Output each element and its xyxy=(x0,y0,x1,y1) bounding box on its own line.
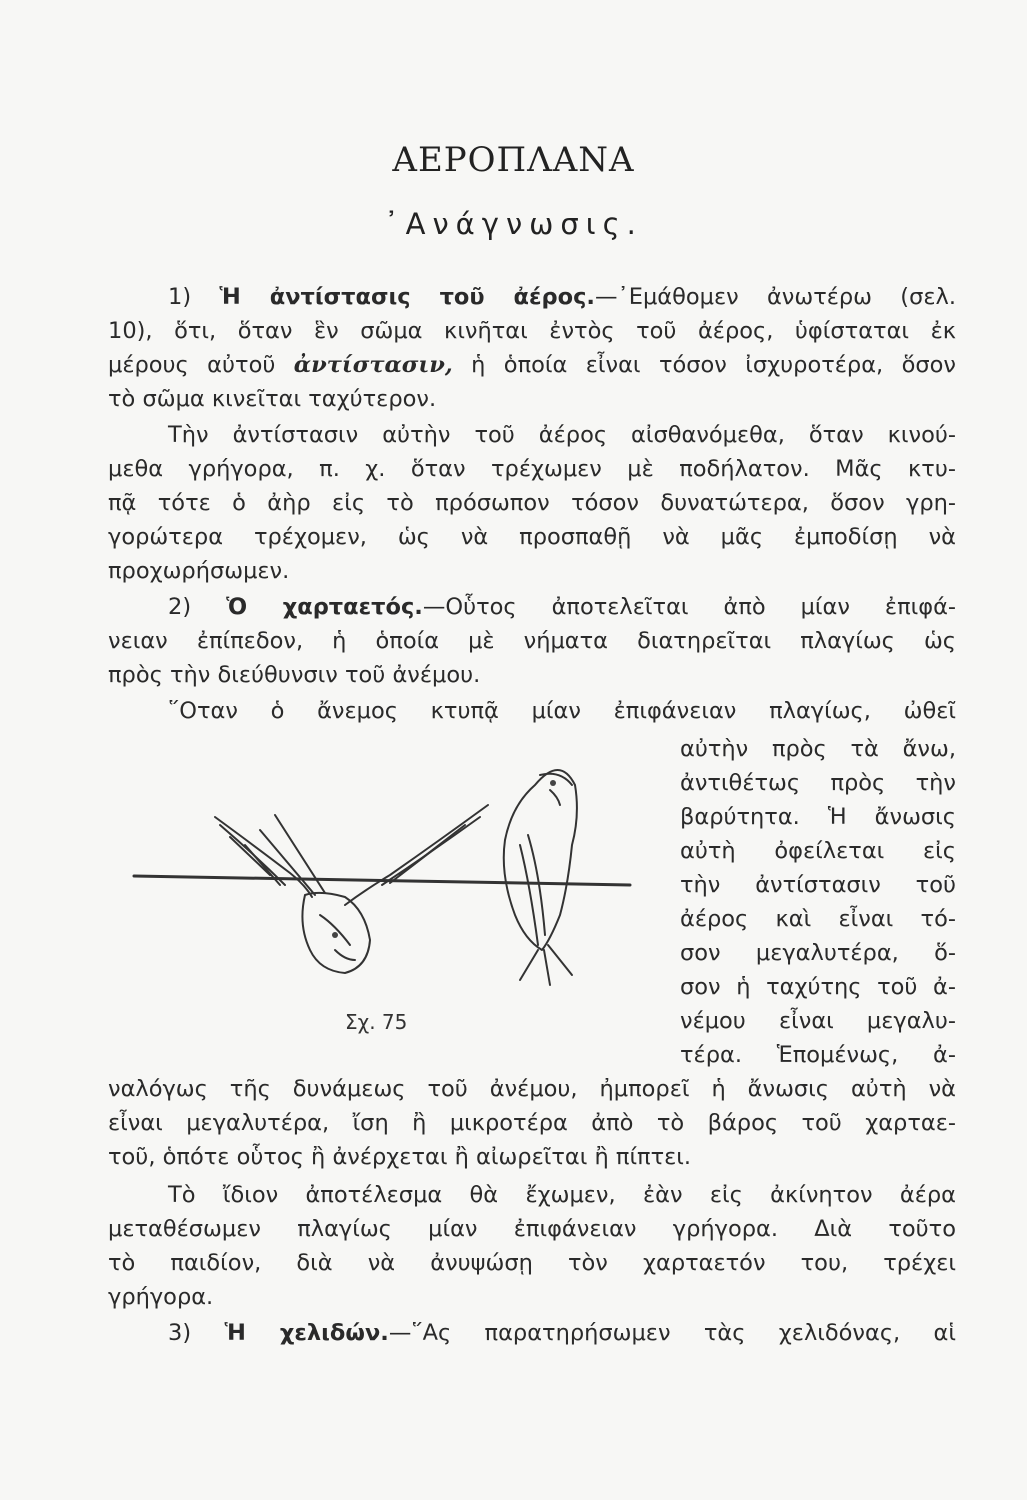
s2-lead: —Οὗτος ἀποτελεῖται ἀπὸ μίαν ἐπιφά- xyxy=(422,594,957,620)
s2-short-line: νέμου εἶναι μεγαλυ- xyxy=(680,1008,956,1034)
s2-short-line: σον ἡ ταχύτης τοῦ ἀ- xyxy=(680,974,956,1000)
s1-p2-line-3: πᾷ τότε ὁ ἀὴρ εἰς τὸ πρόσωπον τόσον δυνατώτερα, ὅσον γρη- xyxy=(108,490,956,516)
s2-line-3: πρὸς τὴν διεύθυνσιν τοῦ ἀνέμου. xyxy=(108,662,481,688)
s2-p3-line-1: Τὸ ἴδιον ἀποτέλεσμα θὰ ἔχωμεν, ἐὰν εἰς ἀκίνητον ἀέρα xyxy=(168,1182,956,1208)
s2-short-line: αὐτὴ ὀφείλεται εἰς xyxy=(680,838,956,864)
page-title: ΑΕΡΟΠΛΑΝΑ xyxy=(392,140,635,180)
s2-p2-line-1: ῞Οταν ὁ ἄνεμος κτυπᾷ μίαν ἐπιφάνειαν πλαγίως, ὠθεῖ xyxy=(168,698,956,724)
s1-heading: Ἡ ἀντίστασις τοῦ ἀέρος. xyxy=(219,284,595,310)
s1-p2-line-1: Τὴν ἀντίστασιν αὐτὴν τοῦ ἀέρος αἰσθανόμεθα, ὅταν κινού- xyxy=(168,422,956,448)
right-wing-edge xyxy=(345,805,488,905)
s2-p3-line-3: τὸ παιδίον, διὰ νὰ ἀνυψώσῃ τὸν χαρταετόν του, τρέχει xyxy=(108,1250,956,1276)
s1-line-3-b: ἡ ὁποία εἶναι τόσον ἰσχυροτέρα, ὅσον xyxy=(471,352,956,378)
s1-number: 1) xyxy=(168,284,192,310)
s2-p2-line-12: ναλόγως τῆς δυνάμεως τοῦ ἀνέμου, ἠμπορεῖ ἡ ἄνωσις αὐτὴ νὰ xyxy=(108,1076,956,1102)
left-wing-edge xyxy=(215,817,312,897)
s2-p3-line-2: μεταθέσωμεν πλαγίως μίαν ἐπιφάνειαν γρήγορα. Διὰ τοῦτο xyxy=(108,1216,956,1242)
perched-bird-body xyxy=(504,770,577,950)
s2-short-line: τέρα. Ἑπομένως, ἀ- xyxy=(680,1042,956,1068)
s2-short-line: βαρύτητα. Ἡ ἄνωσις xyxy=(680,804,956,830)
s3-lead: —῞Ας παρατηρήσωμεν τὰς χελιδόνας, αἱ xyxy=(388,1320,956,1346)
s3-number: 3) xyxy=(168,1320,192,1346)
s1-line-3 xyxy=(108,348,956,382)
page-subtitle: ᾿Ανάγνωσις. xyxy=(384,207,643,241)
figure-caption: Σχ. 75 xyxy=(345,1010,408,1034)
s2-line-2: νειαν ἐπίπεδον, ἡ ὁποία μὲ νήματα διατηρεῖται πλαγίως ὡς xyxy=(108,628,956,654)
s2-p2-line-13: εἶναι μεγαλυτέρα, ἴση ἢ μικροτέρα ἀπὸ τὸ βάρος τοῦ χαρταε- xyxy=(108,1110,956,1136)
s2-number: 2) xyxy=(168,594,192,620)
s3-heading: Ἡ χελιδών. xyxy=(224,1320,389,1346)
s2-short-line: τὴν ἀντίστασιν τοῦ xyxy=(680,872,956,898)
s2-short-line: ἀντιθέτως πρὸς τὴν xyxy=(680,770,956,796)
s1-line-1 xyxy=(108,280,956,314)
s1-term: ἀντίστασιν, xyxy=(293,352,453,378)
s1-line-2: 10), ὅτι, ὅταν ἓν σῶμα κινῆται ἐντὸς τοῦ ἀέρος, ὑφίσταται ἐκ xyxy=(108,318,956,344)
s2-p3-line-4: γρήγορα. xyxy=(108,1284,214,1310)
s2-line-1 xyxy=(108,590,956,624)
s2-short-line: αὐτὴν πρὸς τὰ ἄνω, xyxy=(680,736,956,762)
s3-line-1 xyxy=(108,1316,956,1350)
s2-short-line: σον μεγαλυτέρα, ὅ- xyxy=(680,940,956,966)
swallows-on-wire-illustration xyxy=(120,745,645,1030)
s2-p2-line-14: τοῦ, ὁπότε οὗτος ἢ ἀνέρχεται ἢ αἰωρεῖται ἢ πίπτει. xyxy=(108,1144,692,1170)
s1-line-3-a: μέρους αὐτοῦ xyxy=(108,352,276,378)
s1-lead: —᾿Εμάθομεν ἀνωτέρω (σελ. xyxy=(594,284,956,310)
s1-p2-line-2: μεθα γρήγορα, π. χ. ὅταν τρέχωμεν μὲ ποδήλατον. Μᾶς κτυ- xyxy=(108,456,956,482)
s2-short-line: ἀέρος καὶ εἶναι τό- xyxy=(680,906,956,932)
s2-heading: Ὁ χαρταετός. xyxy=(226,594,423,620)
s1-p2-line-4: γορώτερα τρέχομεν, ὡς νὰ προσπαθῇ νὰ μᾶς ἐμποδίσῃ νὰ xyxy=(108,524,956,550)
s1-line-4: τὸ σῶμα κινεῖται ταχύτερον. xyxy=(108,386,437,412)
s1-p2-line-5: προχωρήσωμεν. xyxy=(108,558,290,584)
